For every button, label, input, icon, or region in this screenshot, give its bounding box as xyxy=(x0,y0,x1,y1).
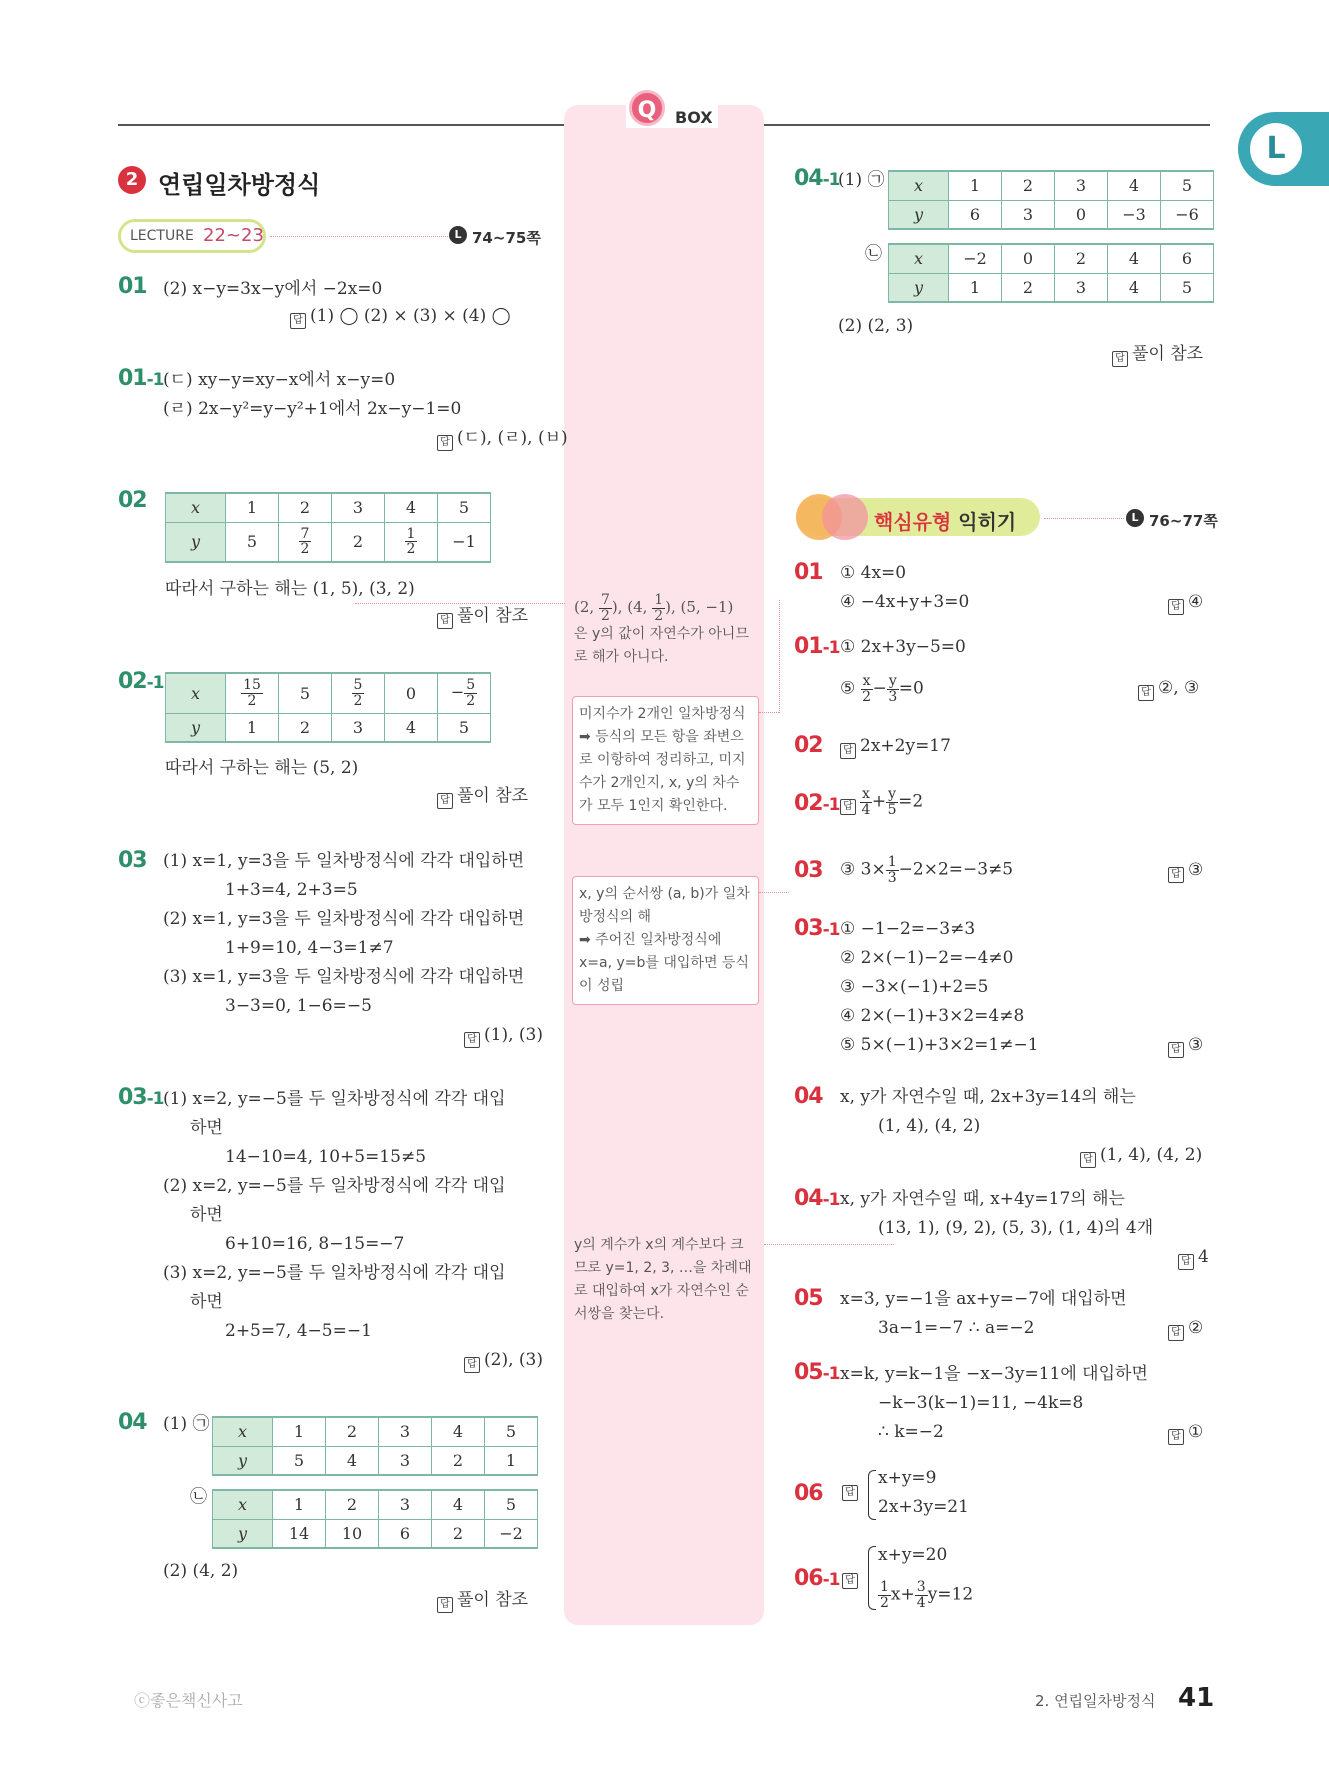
problem-number: 01-1 xyxy=(118,366,164,391)
problem-number: 05 xyxy=(794,1286,823,1311)
p03-line: (1) x=1, y=3을 두 일차방정식에 각각 대입하면 xyxy=(163,851,525,871)
value-table: x 1 2 3 4 5 y 5 4 3 2 1 xyxy=(212,1416,538,1476)
c031-line: ③ −3×(−1)+2=5 xyxy=(840,977,989,997)
leader-line xyxy=(759,892,789,893)
p04-line2: (2) (4, 2) xyxy=(163,1561,239,1581)
problem-number: 02-1 xyxy=(118,669,164,694)
p031-line: (1) x=2, y=−5를 두 일차방정식에 각각 대입 xyxy=(163,1089,506,1109)
p041-label: (1) ㉠ xyxy=(838,170,885,190)
p03-line: 1+9=10, 4−3=1≠7 xyxy=(225,938,394,958)
p031-line: 하면 xyxy=(190,1292,223,1312)
c051-line: x=k, y=k−1을 −x−3y=11에 대입하면 xyxy=(840,1364,1148,1384)
problem-number: 04-1 xyxy=(794,166,840,191)
footer-chapter: 2. 연립일차방정식 xyxy=(1035,1692,1156,1710)
p03-line: 1+3=4, 2+3=5 xyxy=(225,880,358,900)
value-table: x 1 2 3 4 5 y 6 3 0 −3 −6 xyxy=(888,170,1214,230)
problem-number: 04 xyxy=(118,1410,147,1435)
problem-number: 01-1 xyxy=(794,634,840,659)
p011-line2: (ㄹ) 2x−y²=y−y²+1에서 2x−y−1=0 xyxy=(163,399,462,419)
p031-line: 2+5=7, 4−5=−1 xyxy=(225,1321,372,1341)
c051-line: ∴ k=−2 xyxy=(878,1422,944,1442)
answer: 답 4 xyxy=(1178,1249,1209,1270)
c011-line: ⑤ $\frac{x}{2}$ − $\frac{y}{3}$ =0 xyxy=(840,673,924,705)
problem-number: 03 xyxy=(794,858,823,883)
tip-box: x, y의 순서쌍 (a, b)가 일차방정식의 해 ➡ 주어진 일차방정식에 x=a, y=b를 대입하면 등식이 성립 xyxy=(572,876,759,1005)
c041-line: (13, 1), (9, 2), (5, 3), (1, 4)의 4개 xyxy=(878,1218,1154,1238)
answer: 답 (ㄷ), (ㄹ), (ㅂ) xyxy=(437,430,568,451)
problem-number: 01 xyxy=(794,560,823,585)
answer: 답 (1, 4), (4, 2) xyxy=(1080,1147,1202,1168)
p031-line: 14−10=4, 10+5=15≠5 xyxy=(225,1147,427,1167)
p031-line: 하면 xyxy=(190,1118,223,1138)
answer: 답 풀이 참조 xyxy=(437,608,528,629)
tip-note: (2, $\frac{7}{2}$ ), (4, $\frac{1}{2}$ ), (5, −1) 은 y의 값이 자연수가 아니므로 해가 아니다. xyxy=(574,591,749,666)
value-table: x −2 0 2 4 6 y 1 2 3 4 5 xyxy=(888,243,1214,303)
problem-number: 04 xyxy=(794,1084,823,1109)
p031-line: 하면 xyxy=(190,1205,223,1225)
answer: 답 ③ xyxy=(1168,1037,1203,1058)
value-table: x 1 2 3 4 5 y 5 $\frac{7}{2}$ 2 $\frac{1}{2}$ −1 xyxy=(165,492,491,563)
p01-line1: (2) x−y=3x−y에서 −2x=0 xyxy=(163,279,383,299)
c061-answer: 답 xyxy=(842,1566,862,1589)
section-number-badge: 2 xyxy=(118,166,146,194)
answer: 답 ②, ③ xyxy=(1138,680,1199,701)
c011-line: ① 2x+3y−5=0 xyxy=(840,637,966,657)
value-table: x $\frac{15}{2}$ 5 $\frac{5}{2}$ 0 − $\frac{5}{2}$ y 1 2 3 4 5 xyxy=(165,672,491,743)
p03-line: (3) x=1, y=3을 두 일차방정식에 각각 대입하면 xyxy=(163,967,525,987)
p021-text: 따라서 구하는 해는 (5, 2) xyxy=(165,758,359,778)
c02-line: 답 2x+2y=17 xyxy=(840,738,951,759)
p031-line: (3) x=2, y=−5를 두 일차방정식에 각각 대입 xyxy=(163,1263,506,1283)
problem-number: 02-1 xyxy=(794,791,840,816)
lecture-label: LECTURE xyxy=(130,228,194,244)
core-pages: 76~77쪽 xyxy=(1149,512,1218,530)
p04-label: (1) ㉠ xyxy=(163,1414,210,1434)
problem-number: 03 xyxy=(118,848,147,873)
answer: 답 (1) ◯ (2) × (3) × (4) ◯ xyxy=(290,308,511,329)
page-number: 41 xyxy=(1178,1683,1215,1713)
p041-label: ㉡ xyxy=(865,244,882,264)
lecture-range: 22~23 xyxy=(203,225,264,246)
answer: 답 ② xyxy=(1168,1320,1203,1341)
p041-line2: (2) (2, 3) xyxy=(838,316,914,336)
qbox-column xyxy=(564,105,764,1625)
p031-line: (2) x=2, y=−5를 두 일차방정식에 각각 대입 xyxy=(163,1176,506,1196)
lecture-l-icon: L xyxy=(449,226,467,244)
c06-answer: 답 xyxy=(842,1478,862,1501)
answer: 답 ③ xyxy=(1168,862,1203,883)
lecture-pages: 74~75쪽 xyxy=(472,229,541,247)
problem-number: 02 xyxy=(794,733,823,758)
p031-line: 6+10=16, 8−15=−7 xyxy=(225,1234,405,1254)
c05-line: 3a−1=−7 ∴ a=−2 xyxy=(878,1318,1035,1338)
c051-line: −k−3(k−1)=11, −4k=8 xyxy=(878,1393,1084,1413)
copyright: ⓒ좋은책신사고 xyxy=(134,1691,243,1710)
section-title: 연립일차방정식 xyxy=(158,171,321,199)
problem-number: 05-1 xyxy=(794,1360,840,1385)
c021-line: 답 $\frac{x}{4}$ + $\frac{y}{5}$ =2 xyxy=(840,787,923,817)
p03-line: (2) x=1, y=3을 두 일차방정식에 각각 대입하면 xyxy=(163,909,525,929)
answer: 답 (2), (3) xyxy=(464,1352,543,1373)
c031-line: ④ 2×(−1)+3×2=4≠8 xyxy=(840,1006,1025,1026)
answer: 답 풀이 참조 xyxy=(437,788,528,809)
leader-line xyxy=(759,712,779,713)
core-badge-icon xyxy=(822,494,868,540)
tip-box: 미지수가 2개인 일차방정식 ➡ 등식의 모든 항을 좌변으로 이항하여 정리하고, 미지수가 2개인지, x, y의 차수가 모두 1인지 확인한다. xyxy=(572,696,759,825)
tip-note: y의 계수가 x의 계수보다 크므로 y=1, 2, 3, …을 차례대로 대입하여 x가 자연수인 순서쌍을 찾는다. xyxy=(574,1237,752,1322)
c06-line: 2x+3y=21 xyxy=(878,1497,969,1517)
problem-number: 01 xyxy=(118,274,147,299)
problem-number: 06 xyxy=(794,1481,823,1506)
problem-number: 04-1 xyxy=(794,1186,840,1211)
c031-line: ⑤ 5×(−1)+3×2=1≠−1 xyxy=(840,1035,1039,1055)
problem-number: 06-1 xyxy=(794,1566,840,1591)
answer: 답 ④ xyxy=(1168,594,1203,615)
c03-line: ③ 3× $\frac{1}{3}$ −2×2=−3≠5 xyxy=(840,854,1014,886)
brace xyxy=(868,1546,876,1610)
p03-line: 3−3=0, 1−6=−5 xyxy=(225,996,372,1016)
answer: 답 풀이 참조 xyxy=(1112,346,1203,367)
c06-line: x+y=9 xyxy=(878,1468,937,1488)
answer: 답 (1), (3) xyxy=(464,1027,543,1048)
p02-text: 따라서 구하는 해는 (1, 5), (3, 2) xyxy=(165,579,415,599)
answer: 답 ① xyxy=(1168,1424,1203,1445)
p04-label: ㉡ xyxy=(190,1487,207,1507)
c061-line: x+y=20 xyxy=(878,1545,948,1565)
core-title: 핵심유형 익히기 xyxy=(874,510,1017,534)
c041-line: x, y가 자연수일 때, x+4y=17의 해는 xyxy=(840,1189,1125,1209)
qbox-label: BOX xyxy=(675,108,713,127)
core-l-icon: L xyxy=(1126,509,1144,527)
c031-line: ② 2×(−1)−2=−4≠0 xyxy=(840,948,1014,968)
c01-line: ④ −4x+y+3=0 xyxy=(840,592,970,612)
c061-line: $\frac{1}{2}$ x+ $\frac{3}{4}$ y=12 xyxy=(880,1579,974,1611)
leader-line xyxy=(355,603,565,604)
core-leader xyxy=(1044,518,1124,519)
q-badge-icon: Q xyxy=(629,90,665,126)
corner-l-icon: L xyxy=(1245,118,1307,180)
problem-number: 02 xyxy=(118,488,147,513)
leader-line xyxy=(764,1244,894,1245)
problem-number: 03-1 xyxy=(118,1085,164,1110)
brace xyxy=(868,1470,876,1520)
problem-number: 03-1 xyxy=(794,916,840,941)
c04-line: (1, 4), (4, 2) xyxy=(878,1116,981,1136)
value-table: x 1 2 3 4 5 y 14 10 6 2 −2 xyxy=(212,1489,538,1549)
leader-line xyxy=(779,600,780,713)
p011-line1: (ㄷ) xy−y=xy−x에서 x−y=0 xyxy=(163,370,396,390)
c05-line: x=3, y=−1을 ax+y=−7에 대입하면 xyxy=(840,1289,1127,1309)
c04-line: x, y가 자연수일 때, 2x+3y=14의 해는 xyxy=(840,1087,1136,1107)
c031-line: ① −1−2=−3≠3 xyxy=(840,919,976,939)
c01-line: ① 4x=0 xyxy=(840,563,907,583)
lecture-leader xyxy=(270,236,448,237)
answer: 답 풀이 참조 xyxy=(437,1592,528,1613)
